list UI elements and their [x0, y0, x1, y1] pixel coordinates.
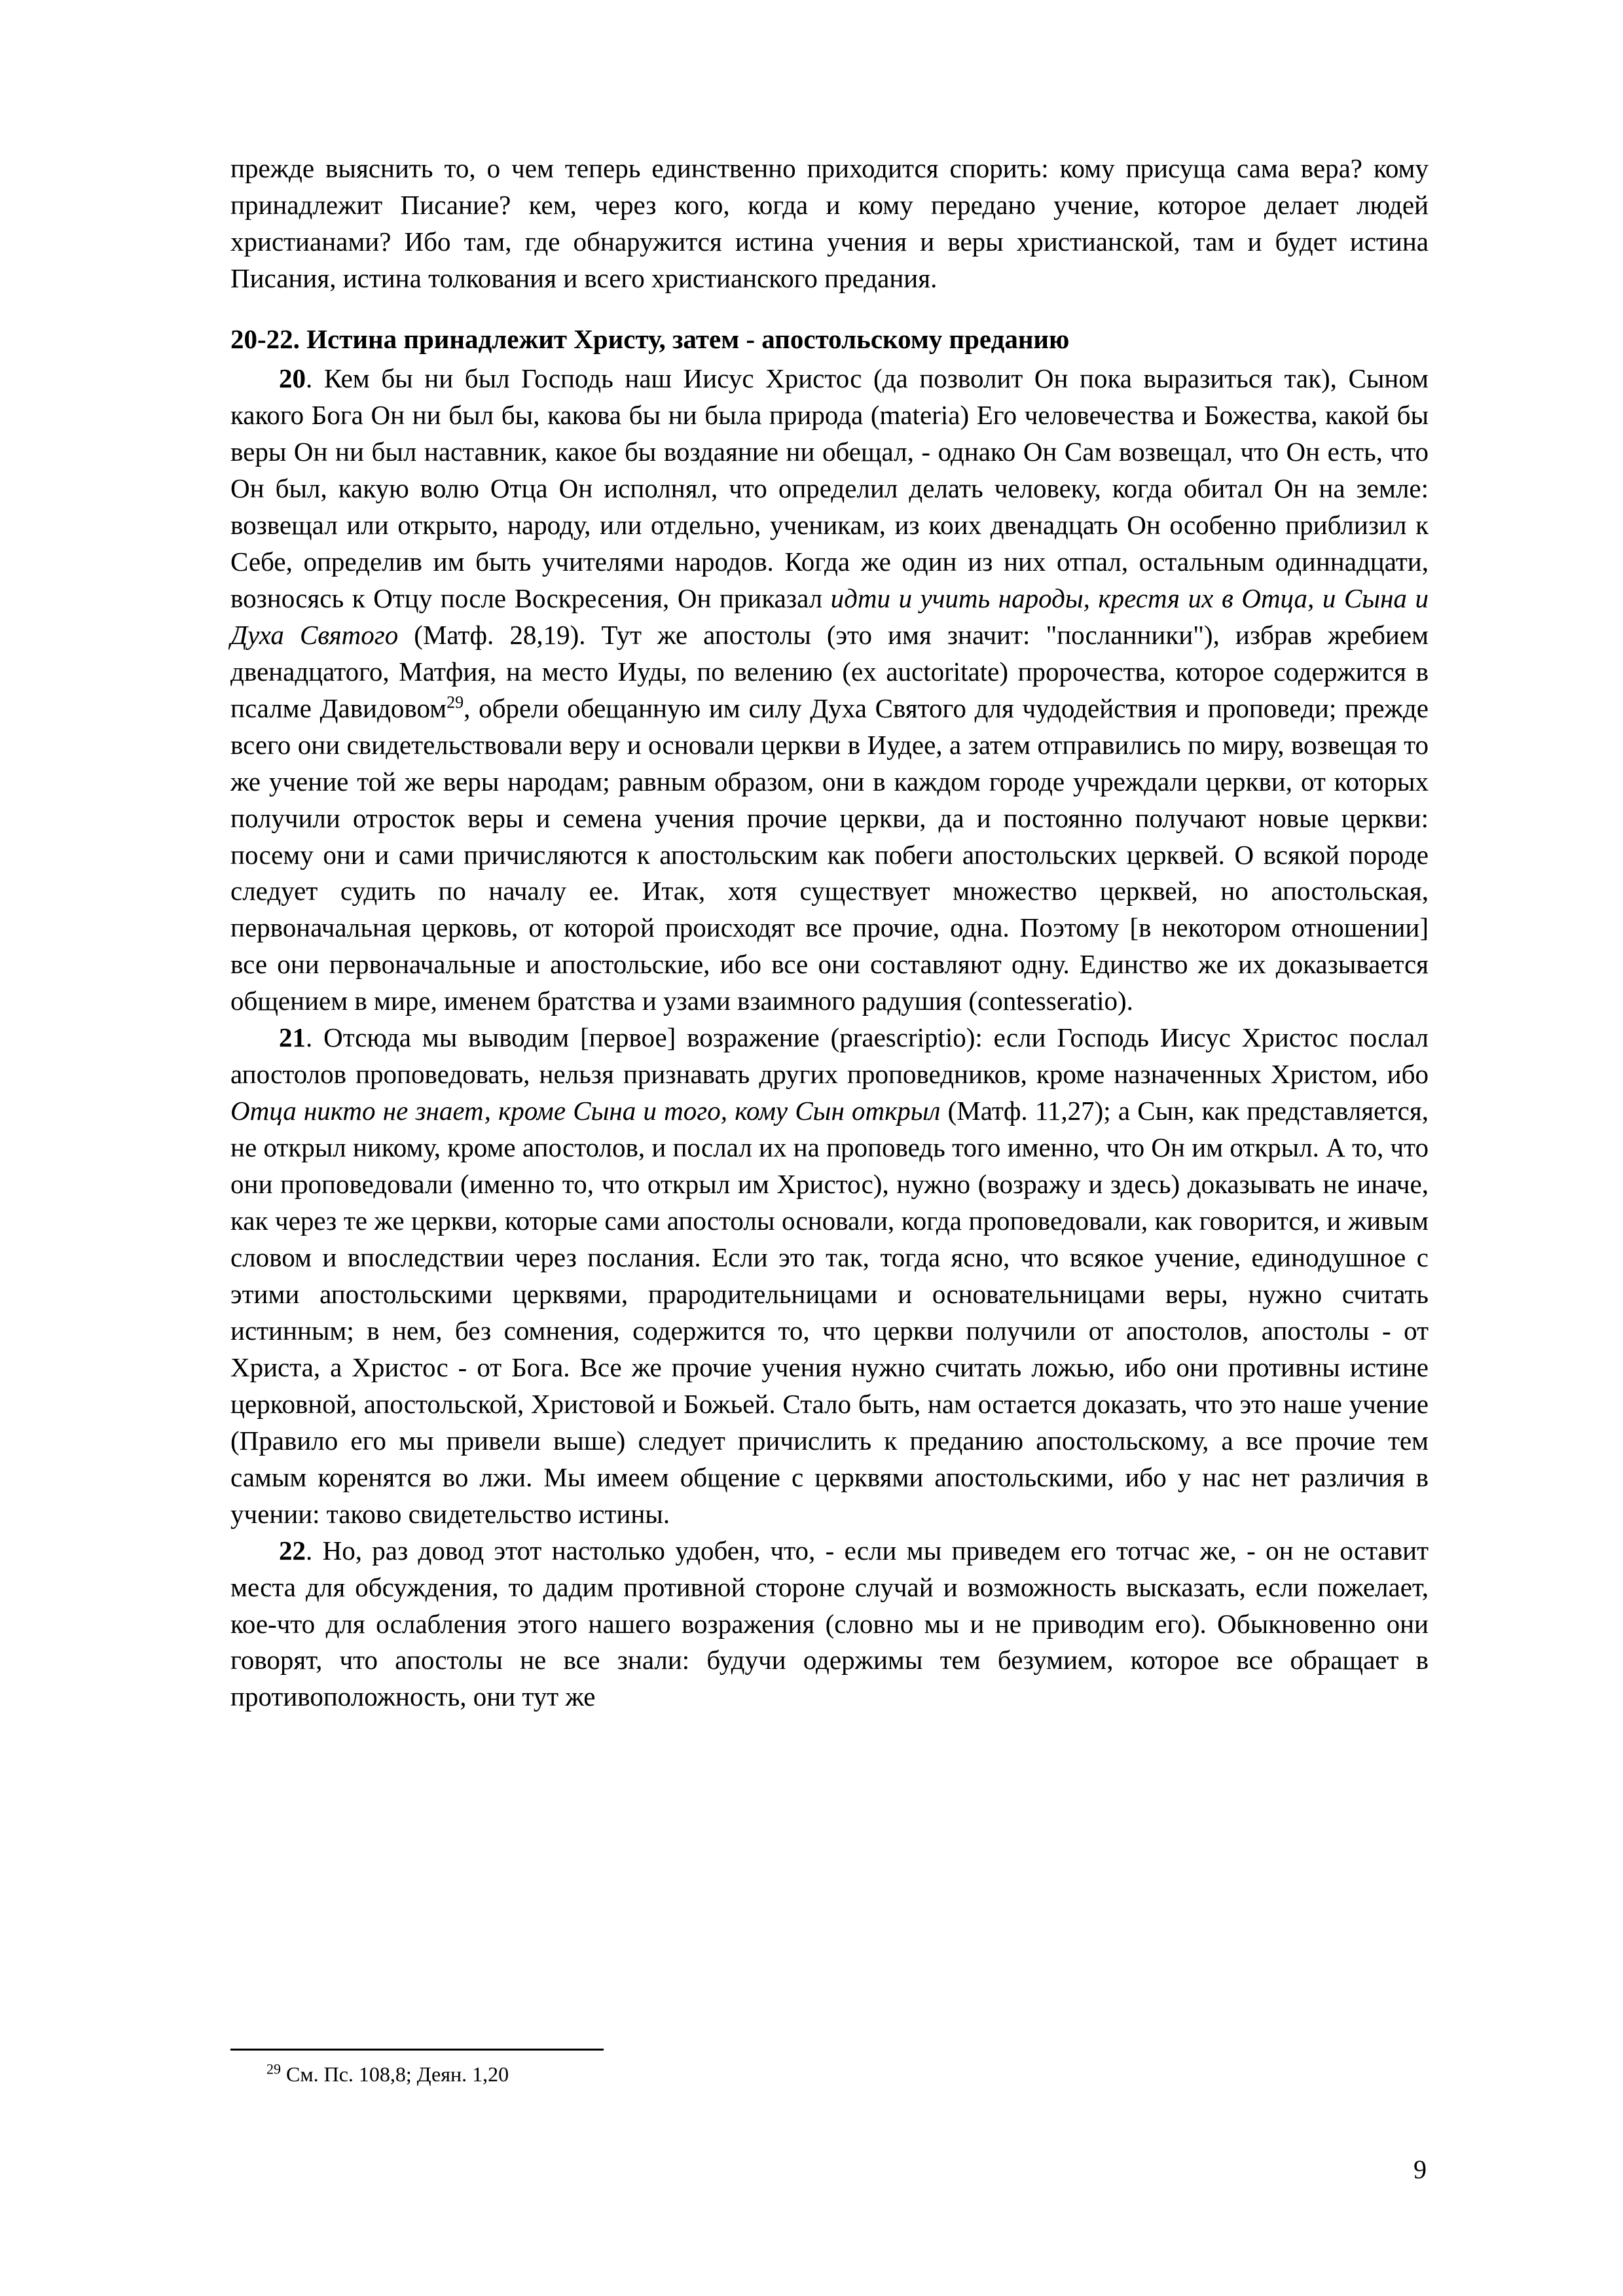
paragraph-number-21: 21 — [279, 1022, 306, 1053]
footnote-29 — [230, 2061, 1429, 2089]
footnote-area — [230, 2049, 1429, 2089]
paragraph-20-quote-1: идти и учить народы, крестя их в Отца, и Сына и Духа Святого — [230, 583, 1429, 650]
paragraph-number-22: 22 — [279, 1535, 306, 1566]
paragraph-22 — [230, 1533, 1429, 1716]
paragraph-20-part2: (Матф. 28,19). Тут же апостолы (это имя значит: "посланники"), избрав жребием двенадцатого, Матфия, на место Иуды, по велению (ex auctoritate) пророчества, которое содержится в псалме Давидовом — [230, 619, 1429, 723]
page-number: 9 — [1413, 2155, 1427, 2184]
paragraph-21-quote-1: Отца никто не знает, кроме Сына и того, кому Сын открыл — [230, 1096, 941, 1126]
section-heading: 20-22. Истина принадлежит Христу, затем - апостольскому преданию — [230, 323, 1070, 354]
paragraph-20-part1: . Кем бы ни был Господь наш Иисус Христос (да позволит Он пока выразиться так), Сыном какого Бога Он ни был бы, какова бы ни была природа (materia) Его человечества и Божества, какой бы веры Он ни был наставник, какое бы воздаяние ни обещал, - однако Он Сам возвещал, что Он есть, что Он был, какую волю Отца Он исполнял, что определил делать человеку, когда обитал Он на земле: возвещал или открыто, народу, или отдельно, ученикам, из коих двенадцать Он особенно приблизил к Себе, определив им быть учителями народов. Когда же один из них отпал, остальным одиннадцати, возносясь к Отцу после Воскресения, Он приказал — [230, 363, 1429, 613]
paragraph-intro: прежде выяснить то, о чем теперь единственно приходится спорить: кому присуща сама вера? кому принадлежит Писание? кем, через кого, когда и кому передано учение, которое делает людей христианами? Ибо там, где обнаружится истина учения и веры христианской, там и будет истина Писания, истина толкования и всего христианского предания. — [230, 153, 1429, 293]
paragraph-20-part3: , обрели обещанную им силу Духа Святого для чудодействия и проповеди; прежде всего они свидетельствовали веру и основали церкви в Иудее, а затем отправились по миру, возвещая то же учение той же веры народам; равным образом, они в каждом городе учреждали церкви, от которых получили отросток веры и семена учения прочие церкви, да и постоянно получают новые церкви: посему они и сами причисляются к апостольским как побеги апостольских церквей. О всякой породе следует судить по началу ее. Итак, хотя существует множество церквей, но апостольская, первоначальная церковь, от которой происходят все прочие, одна. Поэтому [в некотором отношении] все они первоначальные и апостольские, ибо все они составляют одну. Единство же их доказывается общением в мире, именем братства и узами взаимного радушия (contesseratio). — [230, 692, 1429, 1016]
paragraph-21-part1: . Отсюда мы выводим [первое] возражение (praescriptio): если Господь Иисус Христос послал апостолов проповедовать, нельзя признавать других проповедников, кроме назначенных Христом, ибо — [230, 1022, 1429, 1090]
paragraph-22-part1: . Но, раз довод этот настолько удобен, что, - если мы приведем его тотчас же, - он не оставит места для обсуждения, то дадим противной стороне случай и возможность высказать, если пожелает, кое-что для ослабления этого нашего возражения (словно мы и не приводим его). Обыкновенно они говорят, что апостолы не все знали: будучи одержимы тем безумием, которое все обращает в противоположность, они тут же — [230, 1535, 1429, 1712]
footnote-29-marker: 29 — [266, 2060, 281, 2077]
paragraph-21-part2: (Матф. 11,27); а Сын, как представляется, не открыл никому, кроме апостолов, и послал их на проповедь того именно, что Он им открыл. А то, что они проповедовали (именно то, что открыл им Христос), нужно (возражу и здесь) доказывать не иначе, как через те же церкви, которые сами апостолы основали, когда проповедовали, как говорится, и живым словом и впоследствии через послания. Если это так, тогда ясно, что всякое учение, единодушное с этими апостольскими церквями, прародительницами и основательницами веры, нужно считать истинным; в нем, без сомнения, содержится то, что церкви получили от апостолов, апостолы - от Христа, а Христос - от Бога. Все же прочие учения нужно считать ложью, ибо они противны истине церковной, апостольской, Христовой и Божьей. Стало быть, нам остается доказать, что это наше учение (Правило его мы привели выше) следует причислить к преданию апостольскому, а все прочие тем самым коренятся во лжи. Мы имеем общение с церквями апостольскими, ибо у нас нет различия в учении: таково свидетельство истины. — [230, 1096, 1429, 1529]
footnote-29-text: См. Пс. 108,8; Деян. 1,20 — [281, 2062, 509, 2086]
paragraph-20 — [230, 361, 1429, 1020]
footnote-marker-29[interactable]: 29 — [447, 692, 464, 712]
footnote-separator — [230, 2049, 604, 2051]
page-content — [230, 151, 1429, 1715]
paragraph-number-20: 20 — [279, 363, 306, 394]
paragraph-21 — [230, 1020, 1429, 1532]
